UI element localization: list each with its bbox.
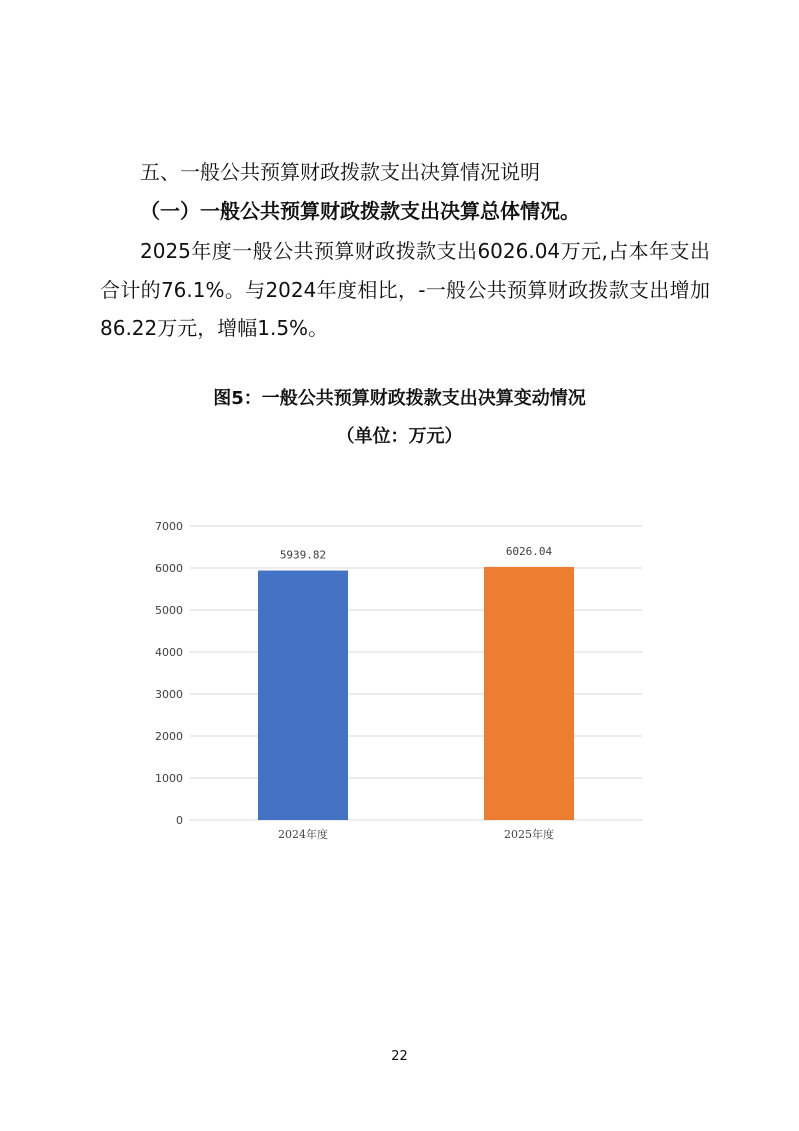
section-heading: 五、一般公共预算财政拨款支出决算情况说明: [140, 160, 540, 184]
page-number: 22: [391, 1049, 408, 1064]
bar-chart-svg: [140, 510, 660, 850]
data-label: 6026.04: [505, 544, 553, 558]
y-tick-label: 2000: [155, 730, 183, 743]
x-tick-label: 2025年度: [504, 828, 554, 841]
sub-heading: （一）一般公共预算财政拨款支出决算总体情况。: [140, 199, 580, 223]
y-tick-label: 4000: [155, 646, 183, 659]
body-paragraph: 2025年度一般公共预算财政拨款支出6026.04万元,占本年支出合计的76.1%。与2024年度相比，-一般公共预算财政拨款支出增加86.22万元，增幅1.5%。: [100, 239, 710, 340]
y-tick-label: 6000: [155, 562, 183, 575]
bar: [258, 571, 348, 820]
figure-unit: （单位：万元）: [336, 426, 463, 447]
figure-title: 图5：一般公共预算财政拨款支出决算变动情况: [213, 388, 586, 409]
bar-chart: [140, 510, 660, 850]
y-tick-label: 5000: [155, 604, 183, 617]
y-tick-label: 0: [176, 814, 183, 827]
bar: [484, 567, 574, 820]
y-tick-label: 1000: [155, 772, 183, 785]
y-tick-label: 3000: [155, 688, 183, 701]
data-label: 5939.82: [279, 548, 327, 562]
y-tick-label: 7000: [155, 520, 183, 533]
x-tick-label: 2024年度: [278, 828, 328, 841]
